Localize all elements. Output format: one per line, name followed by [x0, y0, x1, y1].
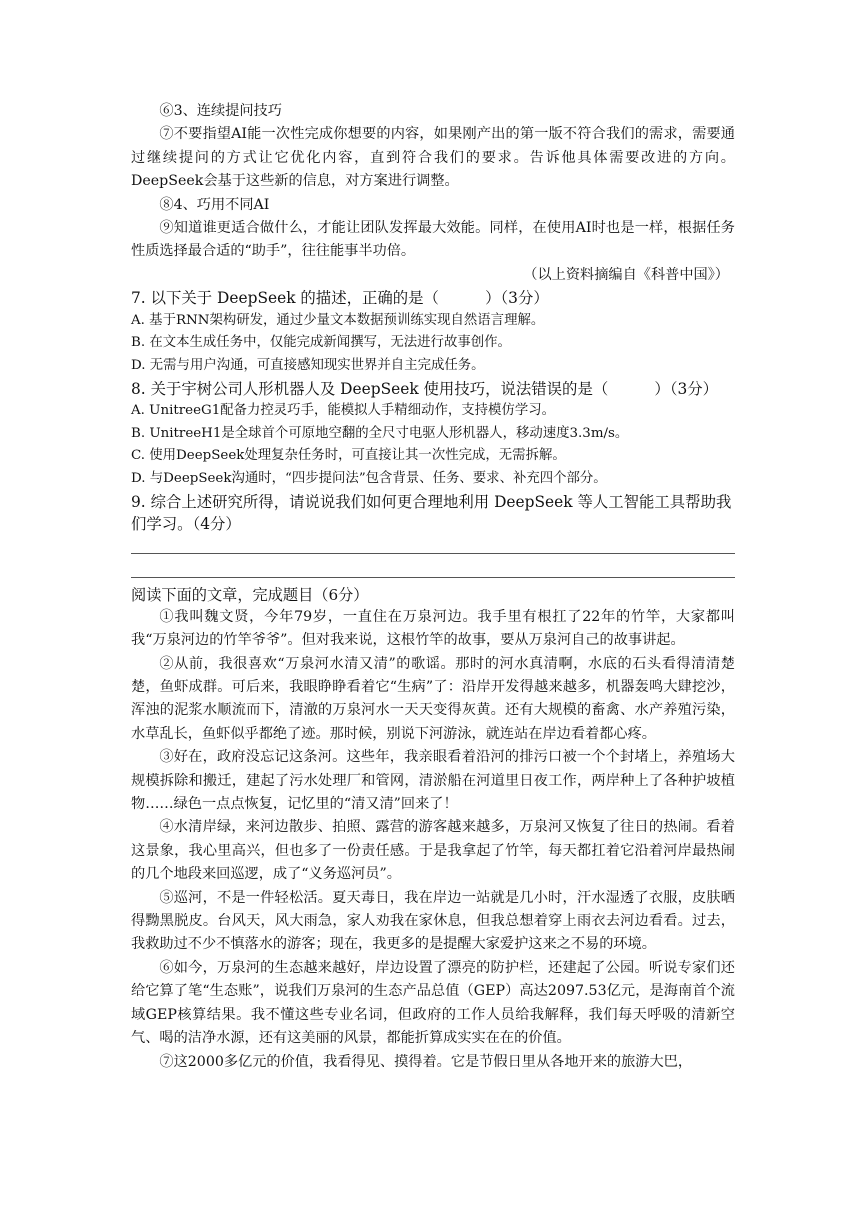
source-note: （以上资料摘编自《科普中国》）	[523, 266, 729, 283]
answer-line	[131, 577, 735, 578]
reading-paragraph-5: ⑤巡河，不是一件轻松活。夏天毒日，我在岸边一站就是几小时，汗水湿透了衣服，皮肤晒得黝黑脱皮。台风天，风大雨急，家人劝我在家休息，但我总想着穿上雨衣去河边看看。过去，我救助过不少不慎落水的游客；现在，我更多的是提醒大家爱护这来之不易的环境。	[131, 889, 735, 953]
reading-paragraph-6: ⑥如今，万泉河的生态越来越好，岸边设置了漂亮的防护栏，还建起了公园。听说专家们还给它算了笔“生态账”，说我们万泉河的生态产品总值（GEP）高达2097.53亿元，是海南首个流域GEP核算结果。我不懂这些专业名词，但政府的工作人员给我解释，我们每天呼吸的清新空气、喝的洁净水源，还有这美丽的风景，都能折算成实实在在的价值。	[131, 959, 735, 1047]
question-7-stem: 7. 以下关于 DeepSeek 的描述，正确的是（ ）（3分）	[131, 289, 549, 308]
question-8-option: C. 使用DeepSeek处理复杂任务时，可直接让其一次性完成，无需拆解。	[131, 448, 566, 464]
question-8-option: A. UnitreeG1配备力控灵巧手，能模拟人手精细动作，支持模仿学习。	[131, 403, 555, 419]
question-8-option: B. UnitreeH1是全球首个可原地空翻的全尺寸电驱人形机器人，移动速度3.3m/s。	[131, 425, 629, 441]
answer-line	[131, 553, 735, 554]
reading-paragraph-2: ②从前，我很喜欢“万泉河水清又清”的歌谣。那时的河水真清啊，水底的石头看得清清楚楚，鱼虾成群。可后来，我眼睁睁看着它“生病”了：沿岸开发得越来越多，机器轰鸣大肆挖沙，浑浊的泥浆水顺流而下，清澈的万泉河水一天天变得灰黄。还有大规模的畜禽、水产养殖污染，水草乱长，鱼虾似乎都绝了迹。那时候，别说下河游泳，就连站在岸边看着都心疼。	[131, 655, 735, 742]
document-page	[131, 100, 735, 1074]
question-8-option: D. 与DeepSeek沟通时，“四步提问法”包含背景、任务、要求、补充四个部分。	[131, 471, 607, 486]
reading-paragraph-7: ⑦这2000多亿元的价值，我看得见、摸得着。它是节假日里从各地开来的旅游大巴，	[159, 1053, 693, 1070]
question-8-stem: 8. 关于宇树公司人形机器人及 DeepSeek 使用技巧，说法错误的是（ ）（3分）	[131, 379, 719, 398]
paragraph-7: ⑦不要指望AI能一次性完成你想要的内容，如果刚产出的第一版不符合我们的需求，需要通过继续提问的方式让它优化内容，直到符合我们的要求。告诉他具体需要改进的方向。DeepSeek会基于这些新的信息，对方案进行调整。	[131, 126, 735, 190]
reading-heading: 阅读下面的文章，完成题目（6分）	[131, 585, 369, 604]
reading-paragraph-1: ①我叫魏文贤，今年79岁，一直住在万泉河边。我手里有根扛了22年的竹竿，大家都叫我“万泉河边的竹竿爷爷”。但对我来说，这根竹竿的故事，要从万泉河自己的故事讲起。	[131, 608, 735, 649]
paragraph-9: ⑨知道谁更适合做什么，才能让团队发挥最大效能。同样，在使用AI时也是一样，根据任务性质选择最合适的“助手”，往往能事半功倍。	[131, 220, 735, 260]
question-7-option: A. 基于RNN架构研发，通过少量文本数据预训练实现自然语言理解。	[131, 312, 545, 328]
paragraph-8: ⑧4、巧用不同AI	[159, 196, 270, 213]
reading-paragraph-4: ④水清岸绿，来河边散步、拍照、露营的游客越来越多，万泉河又恢复了往日的热闹。看着这景象，我心里高兴，但也多了一份责任感。于是我拿起了竹竿，每天都扛着它沿着河岸最热闹的几个地段来回巡逻，成了“义务巡河员”。	[131, 819, 735, 883]
paragraph-6: ⑥3、连续提问技巧	[159, 103, 282, 119]
question-9-stem: 9. 综合上述研究所得，请说说我们如何更合理地利用 DeepSeek 等人工智能工具帮助我们学习。（4分）	[131, 492, 732, 534]
question-7-option: B. 在文本生成任务中，仅能完成新闻撰写，无法进行故事创作。	[131, 335, 511, 351]
reading-paragraph-3: ③好在，政府没忘记这条河。这些年，我亲眼看着沿河的排污口被一个个封堵上，养殖场大规模拆除和搬迁，建起了污水处理厂和管网，清淤船在河道里日夜工作，两岸种上了各种护坡植物……绿色一点点恢复，记忆里的“清又清”回来了！	[131, 749, 735, 813]
question-7-option: D. 无需与用户沟通，可直接感知现实世界并自主完成任务。	[131, 358, 485, 374]
